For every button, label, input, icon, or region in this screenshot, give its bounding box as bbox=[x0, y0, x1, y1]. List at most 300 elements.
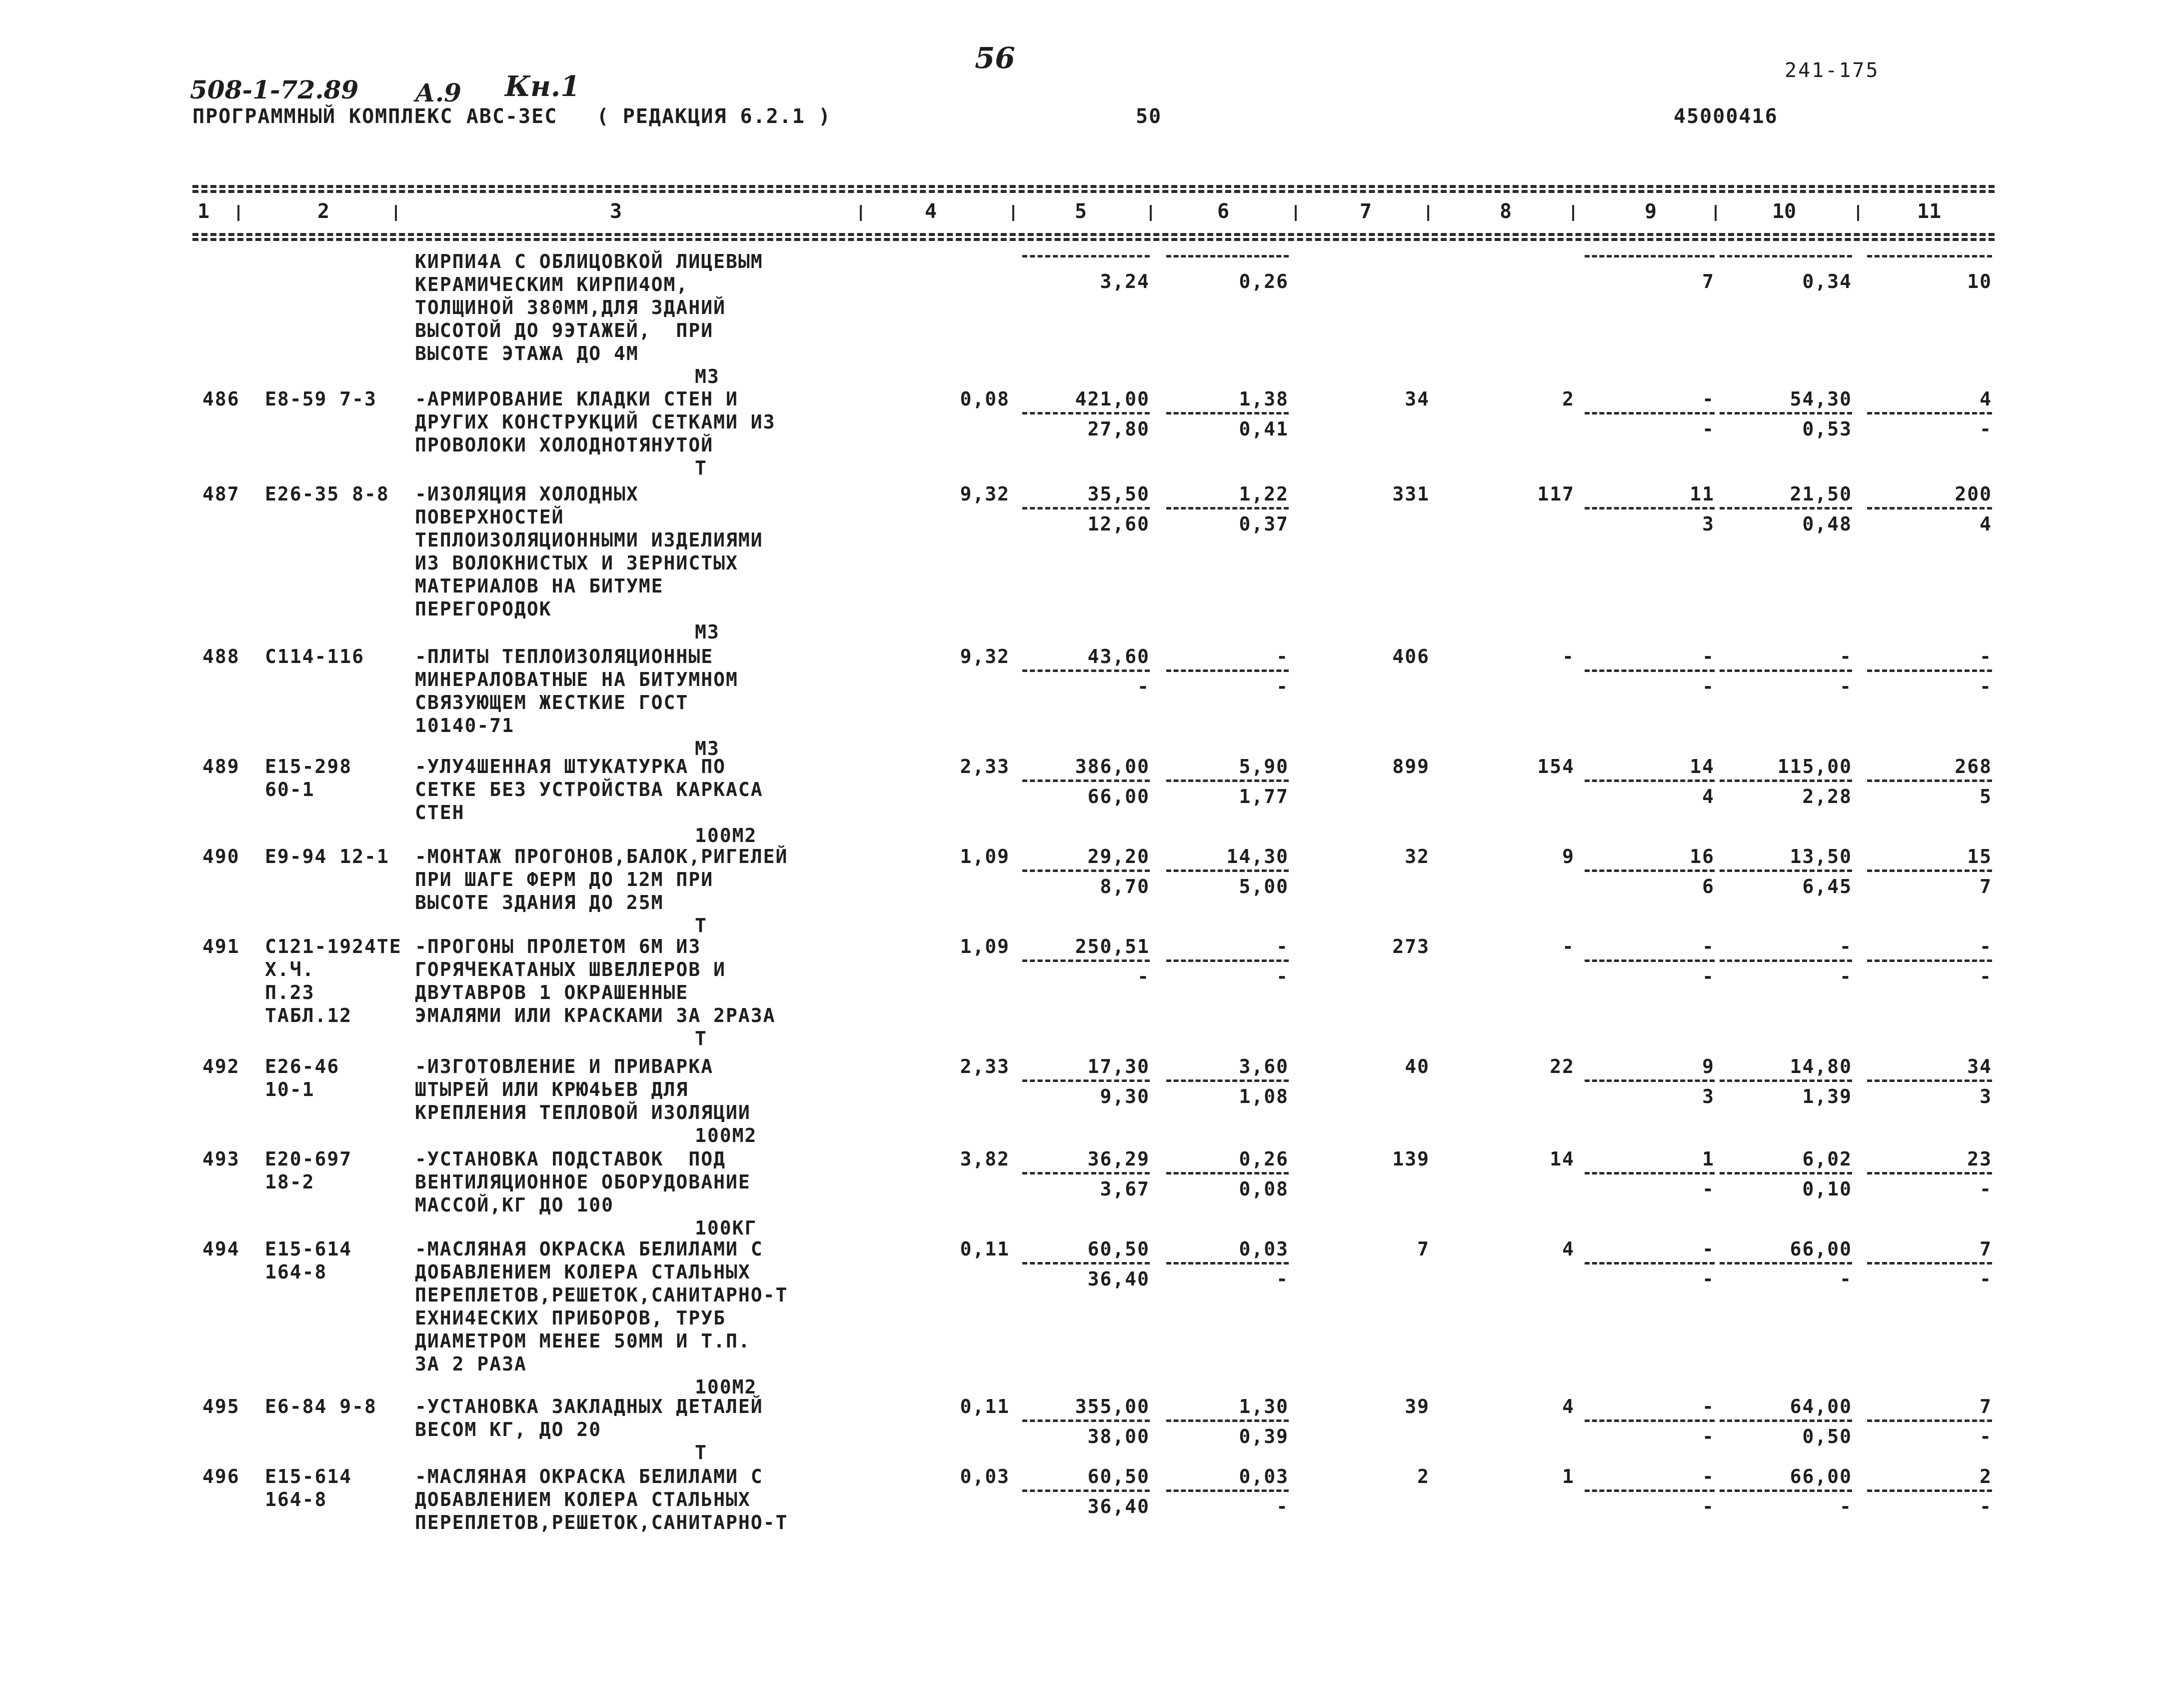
cell-divider bbox=[1867, 780, 1992, 782]
unit-of-measure: 100М2 bbox=[695, 1124, 757, 1146]
total-col9-sub: - bbox=[1702, 1496, 1715, 1518]
header-bottom-rule-2 bbox=[192, 238, 1995, 241]
labor-col11-sub: - bbox=[1980, 1496, 1992, 1518]
unit-cost-col5-sub: 3,67 bbox=[1100, 1178, 1150, 1200]
rate-code: Е9-94 12-1 bbox=[265, 846, 389, 868]
unit-cost-col5: 35,50 bbox=[1087, 483, 1150, 505]
unit-of-measure: Т bbox=[695, 1028, 707, 1050]
unit-cost-col6-sub: 0,26 bbox=[1239, 270, 1289, 292]
album-number: А.9 bbox=[415, 78, 461, 108]
work-description: СЕТКЕ БЕЗ УСТРОЙСТВА КАРКАСА bbox=[415, 778, 763, 800]
cell-divider bbox=[1867, 1490, 1992, 1492]
quantity-value: 1,09 bbox=[960, 846, 1010, 868]
cell-divider bbox=[1720, 780, 1852, 782]
column-header: 5 bbox=[1075, 200, 1087, 223]
total-col9-sub: 7 bbox=[1702, 270, 1715, 292]
book-number: Кн.1 bbox=[505, 70, 580, 103]
row-number: 491 bbox=[202, 936, 240, 958]
cell-divider bbox=[1867, 507, 1992, 510]
column-separator bbox=[1715, 205, 1717, 221]
unit-cost-col5: 17,30 bbox=[1087, 1056, 1150, 1078]
labor-col11: 23 bbox=[1967, 1148, 1992, 1170]
column-separator bbox=[1150, 205, 1152, 221]
total-col9: - bbox=[1702, 1396, 1715, 1418]
total-col7: 40 bbox=[1405, 1056, 1430, 1078]
cell-divider bbox=[1585, 870, 1715, 872]
column-separator bbox=[1295, 205, 1297, 221]
cell-divider bbox=[1867, 960, 1992, 962]
page-number: 56 bbox=[975, 41, 1015, 75]
labor-col10-sub: - bbox=[1840, 966, 1852, 988]
cell-divider bbox=[1585, 670, 1715, 672]
unit-cost-col5: 60,50 bbox=[1087, 1238, 1150, 1260]
rate-code: Е15-298 bbox=[265, 756, 352, 778]
labor-col10-sub: 0,48 bbox=[1802, 513, 1852, 535]
work-description: -ПЛИТЫ ТЕПЛОИЗОЛЯЦИОННЫЕ bbox=[415, 646, 714, 668]
total-col9-sub: - bbox=[1702, 1268, 1715, 1290]
cell-divider bbox=[1867, 1420, 1992, 1422]
column-header: 11 bbox=[1917, 200, 1942, 223]
unit-cost-col5: 250,51 bbox=[1075, 936, 1150, 958]
cell-divider bbox=[1585, 1490, 1715, 1492]
labor-col10: 66,00 bbox=[1790, 1466, 1852, 1488]
labor-col11-sub: 3 bbox=[1980, 1086, 1992, 1108]
cell-divider bbox=[1867, 255, 1992, 258]
labor-col10-sub: - bbox=[1840, 1268, 1852, 1290]
unit-of-measure: 100КГ bbox=[695, 1217, 757, 1239]
cell-divider bbox=[1720, 412, 1852, 414]
cell-divider bbox=[1585, 507, 1715, 510]
cell-divider bbox=[1720, 1172, 1852, 1174]
cell-divider bbox=[1867, 1262, 1992, 1264]
labor-col10: 6,02 bbox=[1802, 1148, 1852, 1170]
total-col9: - bbox=[1702, 1466, 1715, 1488]
unit-cost-col6-sub: 5,00 bbox=[1239, 876, 1289, 898]
labor-col10: 13,50 bbox=[1790, 846, 1852, 868]
labor-col11-sub: 7 bbox=[1980, 876, 1992, 898]
cell-divider bbox=[1720, 960, 1852, 962]
column-separator bbox=[1427, 205, 1429, 221]
unit-cost-col6: 0,03 bbox=[1239, 1238, 1289, 1260]
cell-divider bbox=[1022, 255, 1150, 258]
rate-code: 164-8 bbox=[265, 1488, 327, 1510]
work-description: -МОНТАЖ ПРОГОНОВ,БАЛОК,РИГЕЛЕЙ bbox=[415, 846, 788, 868]
cell-divider bbox=[1166, 960, 1289, 962]
cell-divider bbox=[1867, 1172, 1992, 1174]
cell-divider bbox=[1166, 1490, 1289, 1492]
total-col9: 9 bbox=[1702, 1056, 1715, 1078]
work-description: -АРМИРОВАНИЕ КЛАДКИ СТЕН И bbox=[415, 388, 738, 410]
total-col7: 39 bbox=[1405, 1396, 1430, 1418]
work-description: КЕРАМИЧЕСКИМ КИРПИ4ОМ, bbox=[415, 274, 689, 296]
total-col7: 406 bbox=[1392, 646, 1430, 668]
labor-col11: 2 bbox=[1980, 1466, 1992, 1488]
rate-code: 164-8 bbox=[265, 1261, 327, 1283]
labor-col11-sub: - bbox=[1980, 1178, 1992, 1200]
cell-divider bbox=[1022, 412, 1150, 414]
labor-col11: 4 bbox=[1980, 388, 1992, 410]
labor-col10-sub: 0,34 bbox=[1802, 270, 1852, 292]
work-description: ВЕСОМ КГ, ДО 20 bbox=[415, 1418, 602, 1440]
work-description: ЗА 2 РАЗА bbox=[415, 1353, 527, 1375]
total-col7: 139 bbox=[1392, 1148, 1430, 1170]
total-col9-sub: 3 bbox=[1702, 1086, 1715, 1108]
total-col8: 117 bbox=[1537, 483, 1575, 505]
quantity-value: 3,82 bbox=[960, 1148, 1010, 1170]
page-code: 50 bbox=[1136, 105, 1162, 128]
unit-cost-col5: 43,60 bbox=[1087, 646, 1150, 668]
total-col8: 1 bbox=[1562, 1466, 1575, 1488]
unit-of-measure: Т bbox=[695, 914, 707, 936]
unit-of-measure: 100М2 bbox=[695, 1376, 757, 1398]
column-header: 7 bbox=[1360, 200, 1372, 223]
unit-cost-col5-sub: 38,00 bbox=[1087, 1426, 1150, 1448]
work-description: ТОЛЩИНОЙ 380ММ,ДЛЯ ЗДАНИЙ bbox=[415, 296, 726, 318]
labor-col10-sub: 6,45 bbox=[1802, 876, 1852, 898]
program-edition: ( РЕДАКЦИЯ 6.2.1 ) bbox=[596, 105, 832, 128]
column-separator bbox=[1572, 205, 1574, 221]
column-separator bbox=[1857, 205, 1859, 221]
cell-divider bbox=[1720, 507, 1852, 510]
unit-cost-col6: 3,60 bbox=[1239, 1056, 1289, 1078]
cell-divider bbox=[1585, 960, 1715, 962]
unit-cost-col6: - bbox=[1276, 936, 1289, 958]
unit-cost-col5-sub: 8,70 bbox=[1100, 876, 1150, 898]
work-description: МАССОЙ,КГ ДО 100 bbox=[415, 1194, 614, 1216]
cell-divider bbox=[1585, 255, 1715, 258]
rate-code: Е20-697 bbox=[265, 1148, 352, 1170]
work-description: ВЫСОТЕ ЗДАНИЯ ДО 25М bbox=[415, 892, 664, 914]
labor-col11-sub: 5 bbox=[1980, 786, 1992, 808]
document-number: 45000416 bbox=[1674, 105, 1778, 128]
program-name: ПРОГРАММНЫЙ КОМПЛЕКС АВС-3ЕС bbox=[192, 105, 558, 128]
unit-cost-col6: - bbox=[1276, 646, 1289, 668]
unit-cost-col5: 29,20 bbox=[1087, 846, 1150, 868]
work-description: ДИАМЕТРОМ МЕНЕЕ 50ММ И Т.П. bbox=[415, 1330, 751, 1352]
work-description: ДОБАВЛЕНИЕМ КОЛЕРА СТАЛЬНЫХ bbox=[415, 1488, 751, 1510]
work-description: МИНЕРАЛОВАТНЫЕ НА БИТУМНОМ bbox=[415, 668, 738, 690]
cell-divider bbox=[1720, 1080, 1852, 1082]
rate-code: 18-2 bbox=[265, 1171, 315, 1193]
column-header: 8 bbox=[1500, 200, 1512, 223]
work-description: ВЫСОТЕ ЭТАЖА ДО 4М bbox=[415, 342, 639, 364]
labor-col10: 21,50 bbox=[1790, 483, 1852, 505]
unit-of-measure: Т bbox=[695, 457, 707, 479]
column-separator bbox=[237, 205, 239, 221]
rate-code: Х.Ч. bbox=[265, 958, 315, 980]
labor-col11-sub: 4 bbox=[1980, 513, 1992, 535]
labor-col11-sub: - bbox=[1980, 966, 1992, 988]
unit-cost-col6-sub: - bbox=[1276, 676, 1289, 698]
cell-divider bbox=[1867, 870, 1992, 872]
work-description: КРЕПЛЕНИЯ ТЕПЛОВОЙ ИЗОЛЯЦИИ bbox=[415, 1102, 751, 1124]
total-col9: - bbox=[1702, 646, 1715, 668]
quantity-value: 2,33 bbox=[960, 756, 1010, 778]
cell-divider bbox=[1720, 870, 1852, 872]
total-col8: 9 bbox=[1562, 846, 1575, 868]
labor-col11: - bbox=[1980, 646, 1992, 668]
work-description: ЕХНИ4ЕСКИХ ПРИБОРОВ, ТРУБ bbox=[415, 1307, 726, 1329]
cell-divider bbox=[1585, 1420, 1715, 1422]
labor-col11: 34 bbox=[1967, 1056, 1992, 1078]
unit-of-measure: М3 bbox=[695, 621, 720, 643]
quantity-value: 0,03 bbox=[960, 1466, 1010, 1488]
cell-divider bbox=[1720, 255, 1852, 258]
row-number: 495 bbox=[202, 1396, 240, 1418]
rate-code: Е26-46 bbox=[265, 1056, 340, 1078]
unit-cost-col6-sub: 1,08 bbox=[1239, 1086, 1289, 1108]
cell-divider bbox=[1166, 507, 1289, 510]
work-description: -МАСЛЯНАЯ ОКРАСКА БЕЛИЛАМИ С bbox=[415, 1238, 763, 1260]
total-col7: 899 bbox=[1392, 756, 1430, 778]
total-col8: - bbox=[1562, 936, 1575, 958]
work-description: -ИЗГОТОВЛЕНИЕ И ПРИВАРКА bbox=[415, 1056, 714, 1078]
unit-cost-col5: 421,00 bbox=[1075, 388, 1150, 410]
cell-divider bbox=[1720, 670, 1852, 672]
work-description: ПРИ ШАГЕ ФЕРМ ДО 12М ПРИ bbox=[415, 868, 714, 890]
cell-divider bbox=[1867, 670, 1992, 672]
rate-code: Е26-35 8-8 bbox=[265, 483, 389, 505]
cell-divider bbox=[1022, 960, 1150, 962]
labor-col11: 7 bbox=[1980, 1238, 1992, 1260]
column-header: 4 bbox=[925, 200, 937, 223]
labor-col11-sub: 10 bbox=[1967, 270, 1992, 292]
work-description: МАТЕРИАЛОВ НА БИТУМЕ bbox=[415, 575, 664, 597]
work-description: СВЯЗУЮЩЕМ ЖЕСТКИЕ ГОСТ bbox=[415, 692, 689, 714]
labor-col10-sub: - bbox=[1840, 1496, 1852, 1518]
unit-cost-col5: 386,00 bbox=[1075, 756, 1150, 778]
unit-cost-col5-sub: - bbox=[1137, 966, 1150, 988]
rate-code: С114-116 bbox=[265, 646, 365, 668]
cell-divider bbox=[1022, 670, 1150, 672]
row-number: 488 bbox=[202, 646, 240, 668]
total-col9: 11 bbox=[1690, 483, 1715, 505]
column-header: 3 bbox=[610, 200, 622, 223]
quantity-value: 9,32 bbox=[960, 483, 1010, 505]
work-description: -УЛУ4ШЕННАЯ ШТУКАТУРКА ПО bbox=[415, 756, 726, 778]
labor-col11: 200 bbox=[1955, 483, 1992, 505]
unit-cost-col6-sub: - bbox=[1276, 1268, 1289, 1290]
column-header: 2 bbox=[317, 200, 330, 223]
unit-cost-col5-sub: 66,00 bbox=[1087, 786, 1150, 808]
total-col9-sub: - bbox=[1702, 418, 1715, 440]
unit-cost-col6-sub: - bbox=[1276, 966, 1289, 988]
total-col9: - bbox=[1702, 1238, 1715, 1260]
work-description: -УСТАНОВКА ПОДСТАВОК ПОД bbox=[415, 1148, 726, 1170]
row-number: 489 bbox=[202, 756, 240, 778]
work-description: ПЕРЕПЛЕТОВ,РЕШЕТОК,САНИТАРНО-Т bbox=[415, 1284, 788, 1306]
work-description: -ИЗОЛЯЦИЯ ХОЛОДНЫХ bbox=[415, 483, 639, 505]
work-description: ВЕНТИЛЯЦИОННОЕ ОБОРУДОВАНИЕ bbox=[415, 1171, 751, 1193]
cell-divider bbox=[1166, 670, 1289, 672]
total-col8: 22 bbox=[1550, 1056, 1575, 1078]
labor-col10: 115,00 bbox=[1777, 756, 1852, 778]
total-col9-sub: - bbox=[1702, 1426, 1715, 1448]
column-header: 6 bbox=[1217, 200, 1230, 223]
labor-col10: 64,00 bbox=[1790, 1396, 1852, 1418]
row-number: 494 bbox=[202, 1238, 240, 1260]
quantity-value: 0,11 bbox=[960, 1238, 1010, 1260]
unit-cost-col6-sub: 0,37 bbox=[1239, 513, 1289, 535]
unit-of-measure: 100М2 bbox=[695, 824, 757, 846]
total-col8: - bbox=[1562, 646, 1575, 668]
total-col8: 4 bbox=[1562, 1238, 1575, 1260]
total-col8: 14 bbox=[1550, 1148, 1575, 1170]
work-description: ГОРЯЧЕКАТАНЫХ ШВЕЛЛЕРОВ И bbox=[415, 958, 726, 980]
unit-cost-col5: 355,00 bbox=[1075, 1396, 1150, 1418]
row-number: 490 bbox=[202, 846, 240, 868]
cell-divider bbox=[1022, 1080, 1150, 1082]
unit-cost-col6-sub: 0,39 bbox=[1239, 1426, 1289, 1448]
row-number: 486 bbox=[202, 388, 240, 410]
rate-code: Е8-59 7-3 bbox=[265, 388, 377, 410]
labor-col11: 15 bbox=[1967, 846, 1992, 868]
work-description: ЭМАЛЯМИ ИЛИ КРАСКАМИ ЗА 2РАЗА bbox=[415, 1004, 776, 1026]
work-description: ДРУГИХ КОНСТРУКЦИЙ СЕТКАМИ ИЗ bbox=[415, 411, 776, 433]
column-separator bbox=[1012, 205, 1014, 221]
unit-cost-col5: 36,29 bbox=[1087, 1148, 1150, 1170]
total-col9: 16 bbox=[1690, 846, 1715, 868]
rate-code: С121-1924ТЕ bbox=[265, 936, 402, 958]
cell-divider bbox=[1585, 1172, 1715, 1174]
total-col9-sub: 6 bbox=[1702, 876, 1715, 898]
unit-cost-col6: 1,22 bbox=[1239, 483, 1289, 505]
total-col9: - bbox=[1702, 936, 1715, 958]
cell-divider bbox=[1867, 412, 1992, 414]
total-col9-sub: - bbox=[1702, 966, 1715, 988]
unit-of-measure: М3 bbox=[695, 738, 720, 760]
rate-code: Е15-614 bbox=[265, 1466, 352, 1488]
unit-cost-col6: 1,30 bbox=[1239, 1396, 1289, 1418]
labor-col10-sub: 2,28 bbox=[1802, 786, 1852, 808]
cell-divider bbox=[1720, 1262, 1852, 1264]
work-description: ПЕРЕГОРОДОК bbox=[415, 598, 552, 620]
document-reference: 508-1-72.89 bbox=[190, 75, 359, 104]
labor-col10: 14,80 bbox=[1790, 1056, 1852, 1078]
total-col7: 34 bbox=[1405, 388, 1430, 410]
total-col9: 1 bbox=[1702, 1148, 1715, 1170]
rate-code: Е15-614 bbox=[265, 1238, 352, 1260]
column-header: 9 bbox=[1645, 200, 1657, 223]
unit-of-measure: Т bbox=[695, 1442, 707, 1464]
row-number: 493 bbox=[202, 1148, 240, 1170]
unit-cost-col5-sub: 27,80 bbox=[1087, 418, 1150, 440]
cell-divider bbox=[1585, 1262, 1715, 1264]
unit-of-measure: М3 bbox=[695, 366, 720, 388]
total-col7: 32 bbox=[1405, 846, 1430, 868]
cell-divider bbox=[1585, 412, 1715, 414]
cell-divider bbox=[1022, 1490, 1150, 1492]
labor-col10-sub: 0,53 bbox=[1802, 418, 1852, 440]
labor-col10-sub: - bbox=[1840, 676, 1852, 698]
quantity-value: 0,08 bbox=[960, 388, 1010, 410]
quantity-value: 1,09 bbox=[960, 936, 1010, 958]
labor-col10: - bbox=[1840, 646, 1852, 668]
column-header-row bbox=[192, 200, 1995, 225]
total-col7: 273 bbox=[1392, 936, 1430, 958]
unit-cost-col6-sub: 0,41 bbox=[1239, 418, 1289, 440]
cell-divider bbox=[1720, 1490, 1852, 1492]
rate-code: ТАБЛ.12 bbox=[265, 1004, 352, 1026]
total-col9-sub: 3 bbox=[1702, 513, 1715, 535]
column-header: 1 bbox=[197, 200, 210, 223]
unit-cost-col6: 1,38 bbox=[1239, 388, 1289, 410]
unit-cost-col6-sub: 1,77 bbox=[1239, 786, 1289, 808]
cell-divider bbox=[1585, 1080, 1715, 1082]
cell-divider bbox=[1166, 255, 1289, 258]
cell-divider bbox=[1022, 870, 1150, 872]
rate-code: П.23 bbox=[265, 982, 315, 1004]
cell-divider bbox=[1166, 1080, 1289, 1082]
cell-divider bbox=[1720, 1420, 1852, 1422]
cell-divider bbox=[1166, 780, 1289, 782]
work-description: ВЫСОТОЙ ДО 9ЭТАЖЕЙ, ПРИ bbox=[415, 320, 714, 342]
work-description: ДВУТАВРОВ 1 ОКРАШЕННЫЕ bbox=[415, 982, 689, 1004]
table-top-rule bbox=[192, 185, 1995, 188]
column-header: 10 bbox=[1772, 200, 1797, 223]
column-separator bbox=[860, 205, 862, 221]
unit-cost-col5-sub: - bbox=[1137, 676, 1150, 698]
row-number: 492 bbox=[202, 1056, 240, 1078]
cell-divider bbox=[1166, 412, 1289, 414]
unit-cost-col5-sub: 9,30 bbox=[1100, 1086, 1150, 1108]
work-description: -УСТАНОВКА ЗАКЛАДНЫХ ДЕТАЛЕЙ bbox=[415, 1396, 763, 1418]
quantity-value: 9,32 bbox=[960, 646, 1010, 668]
quantity-value: 0,11 bbox=[960, 1396, 1010, 1418]
total-col9: - bbox=[1702, 388, 1715, 410]
work-description: ДОБАВЛЕНИЕМ КОЛЕРА СТАЛЬНЫХ bbox=[415, 1261, 751, 1283]
unit-cost-col6: 5,90 bbox=[1239, 756, 1289, 778]
cell-divider bbox=[1166, 1420, 1289, 1422]
row-number: 496 bbox=[202, 1466, 240, 1488]
work-description: -ПРОГОНЫ ПРОЛЕТОМ 6М ИЗ bbox=[415, 936, 701, 958]
table-top-rule-2 bbox=[192, 190, 1995, 193]
labor-col11-sub: - bbox=[1980, 418, 1992, 440]
total-col7: 331 bbox=[1392, 483, 1430, 505]
labor-col10-sub: 0,50 bbox=[1802, 1426, 1852, 1448]
labor-col11: - bbox=[1980, 936, 1992, 958]
labor-col11: 7 bbox=[1980, 1396, 1992, 1418]
cell-divider bbox=[1166, 870, 1289, 872]
work-description: ПРОВОЛОКИ ХОЛОДНОТЯНУТОЙ bbox=[415, 434, 714, 456]
labor-col11-sub: - bbox=[1980, 1426, 1992, 1448]
cell-divider bbox=[1166, 1172, 1289, 1174]
work-description: ТЕПЛОИЗОЛЯЦИОННЫМИ ИЗДЕЛИЯМИ bbox=[415, 529, 763, 551]
unit-cost-col6-sub: - bbox=[1276, 1496, 1289, 1518]
unit-cost-col6: 14,30 bbox=[1226, 846, 1289, 868]
labor-col10: 66,00 bbox=[1790, 1238, 1852, 1260]
work-description: ПОВЕРХНОСТЕЙ bbox=[415, 506, 564, 528]
unit-cost-col5-sub: 36,40 bbox=[1087, 1496, 1150, 1518]
work-description: 10140-71 bbox=[415, 714, 515, 736]
work-description: СТЕН bbox=[415, 802, 465, 824]
labor-col10: 54,30 bbox=[1790, 388, 1852, 410]
row-number: 487 bbox=[202, 483, 240, 505]
unit-cost-col5: 60,50 bbox=[1087, 1466, 1150, 1488]
cell-divider bbox=[1022, 1172, 1150, 1174]
work-description: ИЗ ВОЛОКНИСТЫХ И ЗЕРНИСТЫХ bbox=[415, 552, 738, 574]
work-description: -МАСЛЯНАЯ ОКРАСКА БЕЛИЛАМИ С bbox=[415, 1466, 763, 1488]
unit-cost-col5-sub: 36,40 bbox=[1087, 1268, 1150, 1290]
sheet-code: 241-175 bbox=[1785, 59, 1880, 82]
rate-code: Е6-84 9-8 bbox=[265, 1396, 377, 1418]
unit-cost-col6: 0,26 bbox=[1239, 1148, 1289, 1170]
unit-cost-col6: 0,03 bbox=[1239, 1466, 1289, 1488]
work-description: ШТЫРЕЙ ИЛИ КРЮ4ЬЕВ ДЛЯ bbox=[415, 1078, 689, 1100]
quantity-value: 2,33 bbox=[960, 1056, 1010, 1078]
cell-divider bbox=[1022, 507, 1150, 510]
total-col8: 2 bbox=[1562, 388, 1575, 410]
